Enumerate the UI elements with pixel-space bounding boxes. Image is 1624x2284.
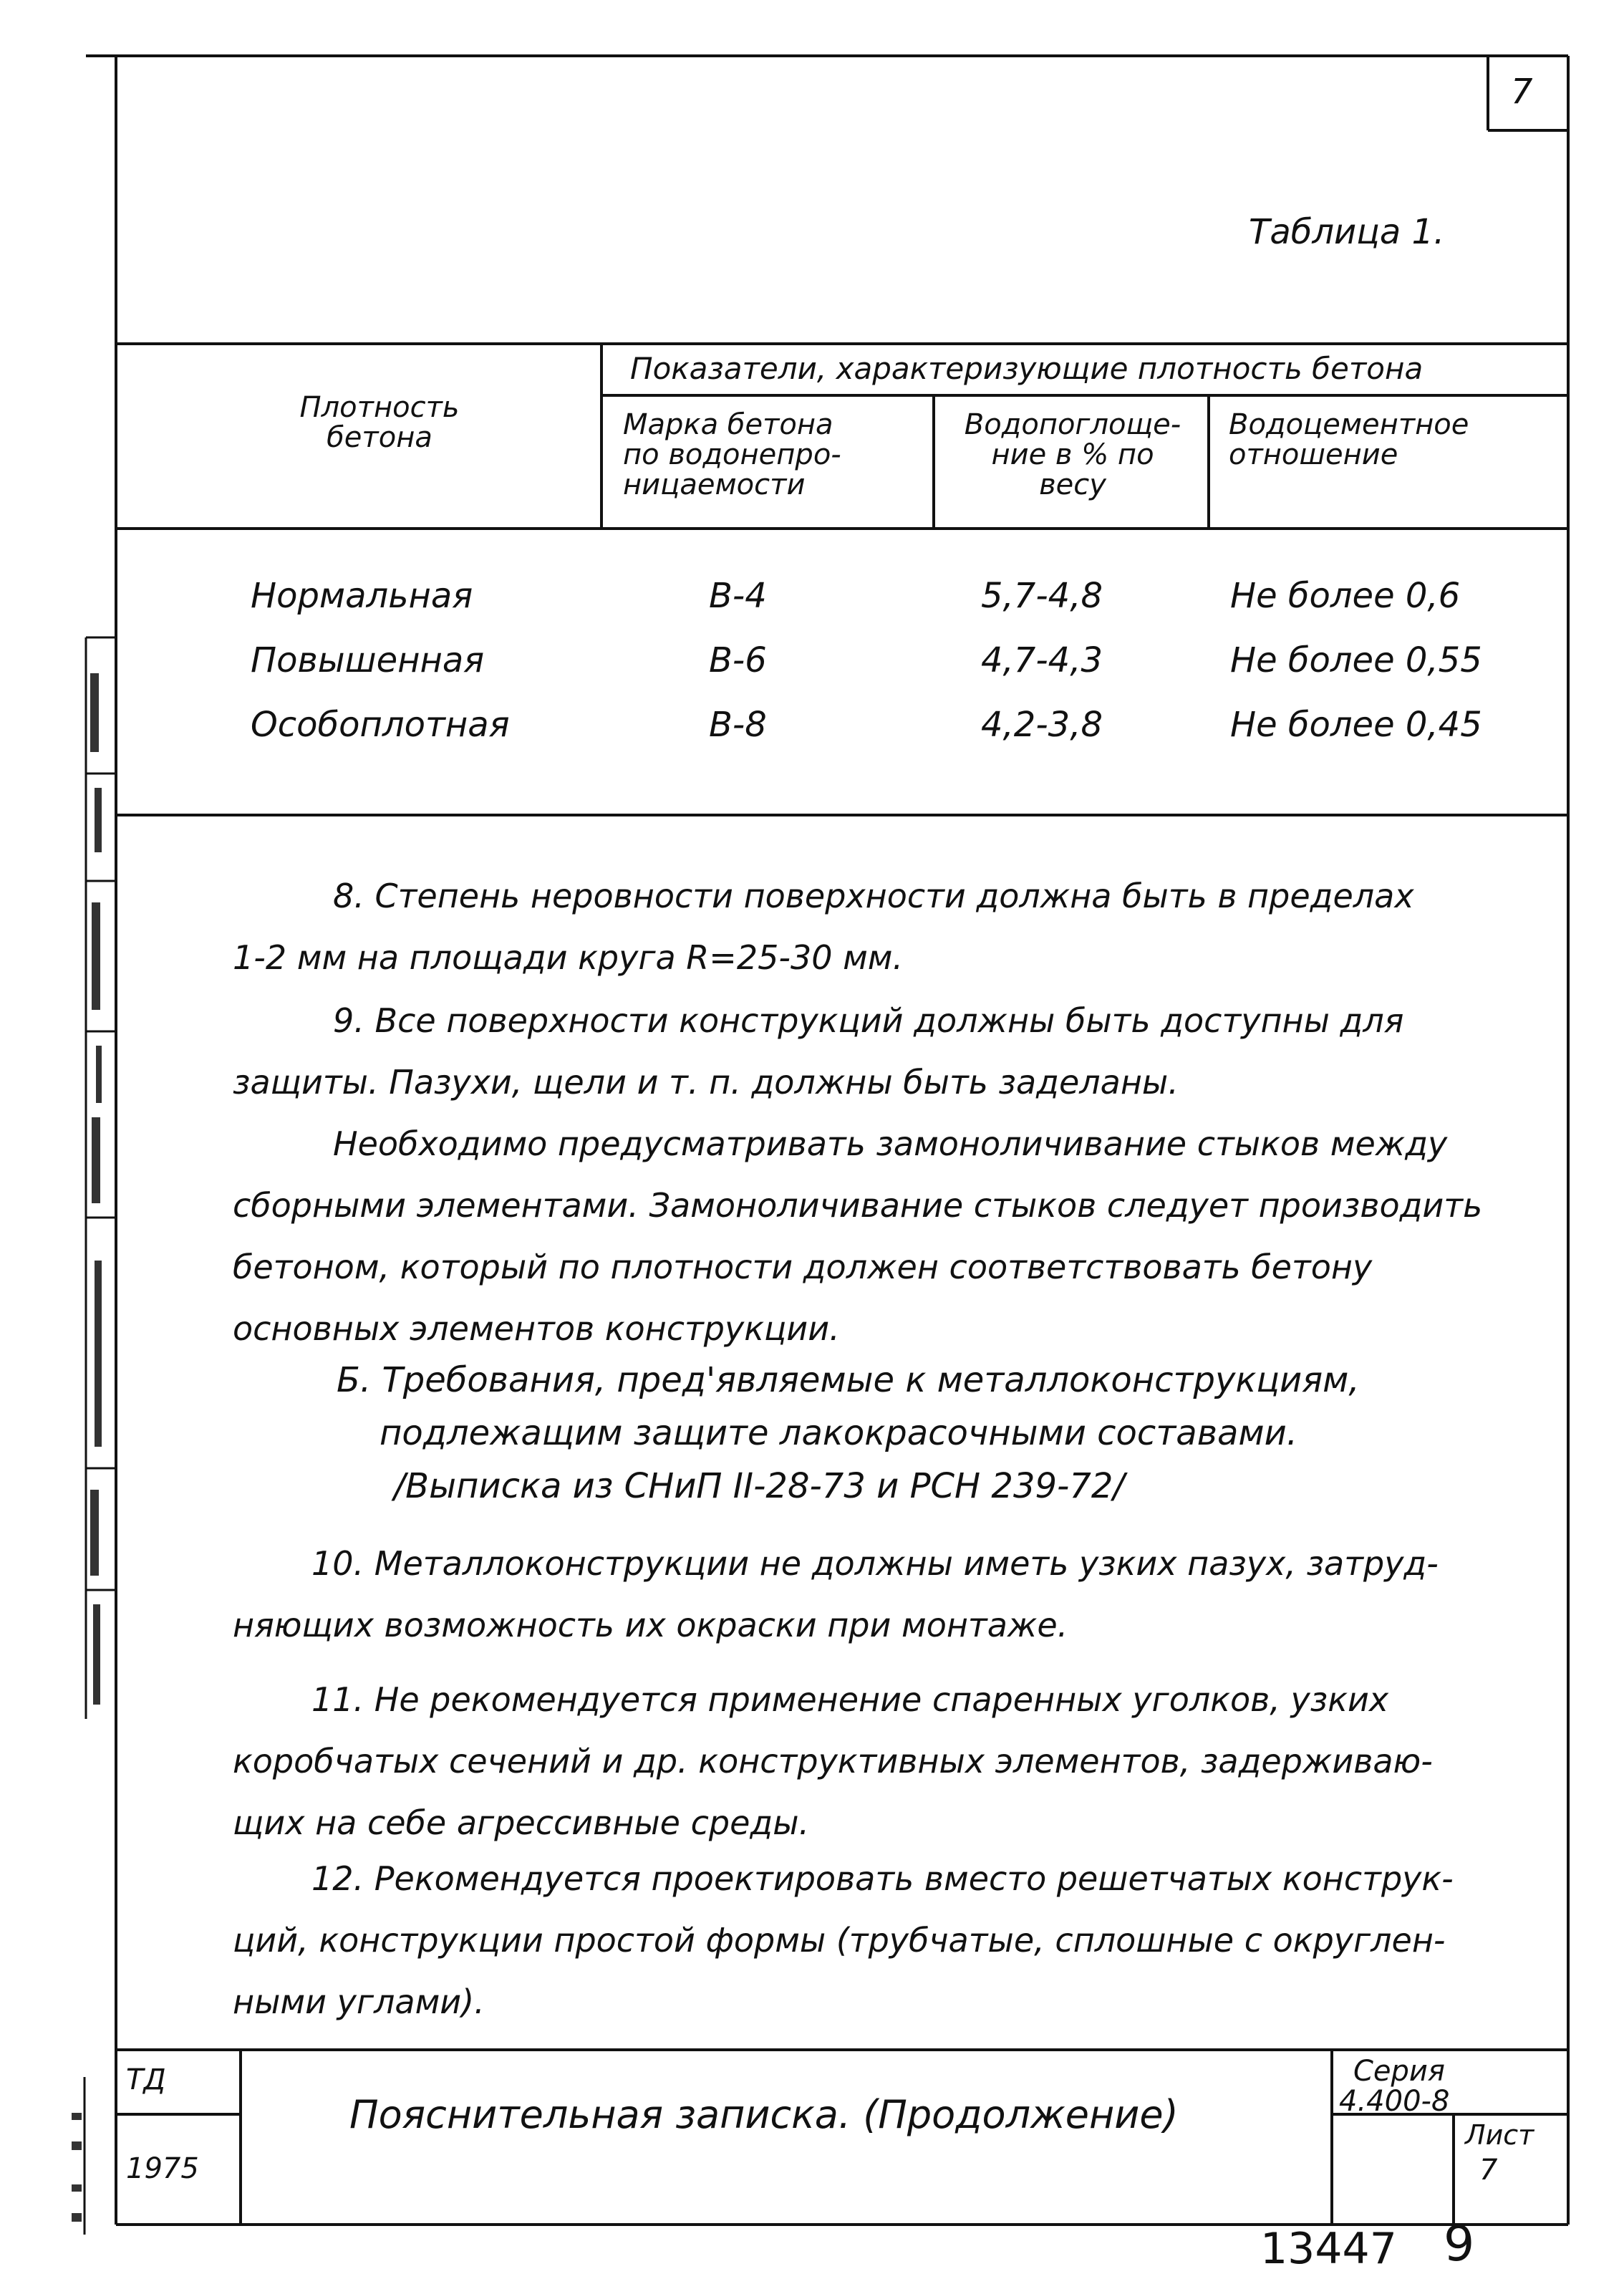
title-block-series-value: 4.400-8 xyxy=(1339,2085,1450,2118)
row-grade: В-6 xyxy=(709,640,767,680)
row-density: Нормальная xyxy=(251,576,473,616)
table-header-group: Показатели, характеризующие плотность бетона xyxy=(630,351,1424,386)
row-absorption: 4,2-3,8 xyxy=(981,705,1103,745)
row-absorption: 4,7-4,3 xyxy=(981,640,1103,680)
title-block-sheet-label: Лист xyxy=(1465,2119,1534,2151)
footer-page: 9 xyxy=(1444,2216,1475,2273)
table-header-absorption: Водопоглоще- ние в % по весу xyxy=(964,408,1181,501)
paragraph-10: 10. Металлоконструкции не должны иметь узких пазух, затруд- няющих возможность их окраски при монтаже. xyxy=(233,1544,1439,1644)
paragraph-12: 12. Рекомендуется проектировать вместо решетчатых конструк- ций, конструкции простой формы (трубчатые, сплошные с округлен- ными углами). xyxy=(233,1859,1454,2021)
table-header-density: Плотность бетона xyxy=(299,391,460,454)
archive-number: 13447 xyxy=(1260,2224,1397,2274)
paragraph-9: 9. Все поверхности конструкций должны быть доступны для защиты. Пазухи, щели и т. п. должны быть заделаны. Необходимо предусматривать замоноличивание стыков между сборными элементами. Замоноличивание стыков следует производить бетоном, который по плотности должен соответствовать бетону основных элементов конструкции. xyxy=(233,1001,1483,1348)
title-block-org: ТД xyxy=(126,2063,166,2096)
section-b-heading: Б. Требования, пред'являемые к металлоконструкциям, подлежащим защите лакокрасочными составами. /Выписка из СНиП II-28-73 и РСН 239-72/ xyxy=(337,1360,1360,1506)
title-block-title: Пояснительная записка. (Продолжение) xyxy=(349,2092,1179,2137)
row-density: Особоплотная xyxy=(251,705,510,745)
title-block-year: 1975 xyxy=(126,2152,199,2185)
row-absorption: 5,7-4,8 xyxy=(981,576,1103,616)
table-caption: Таблица 1. xyxy=(1249,212,1445,252)
row-wc: Не более 0,55 xyxy=(1230,640,1482,680)
title-block-sheet-value: 7 xyxy=(1479,2154,1498,2187)
row-grade: В-4 xyxy=(709,576,767,616)
page-number: 7 xyxy=(1511,72,1533,112)
paragraph-8: 8. Степень неровности поверхности должна быть в пределах 1-2 мм на площади круга R=25-30 мм. xyxy=(233,877,1414,977)
row-wc: Не более 0,45 xyxy=(1230,705,1482,745)
paragraph-11: 11. Не рекомендуется применение спаренных уголков, узких коробчатых сечений и др. конструктивных элементов, задерживаю- щих на себе агрессивные среды. xyxy=(233,1680,1433,1842)
title-block-series-label: Серия xyxy=(1353,2055,1445,2088)
table-header-grade: Марка бетона по водонепро- ницаемости xyxy=(623,408,841,501)
row-wc: Не более 0,6 xyxy=(1230,576,1461,616)
row-density: Повышенная xyxy=(251,640,485,680)
row-grade: В-8 xyxy=(709,705,767,745)
table-header-wc: Водоцементное отношение xyxy=(1229,408,1469,471)
